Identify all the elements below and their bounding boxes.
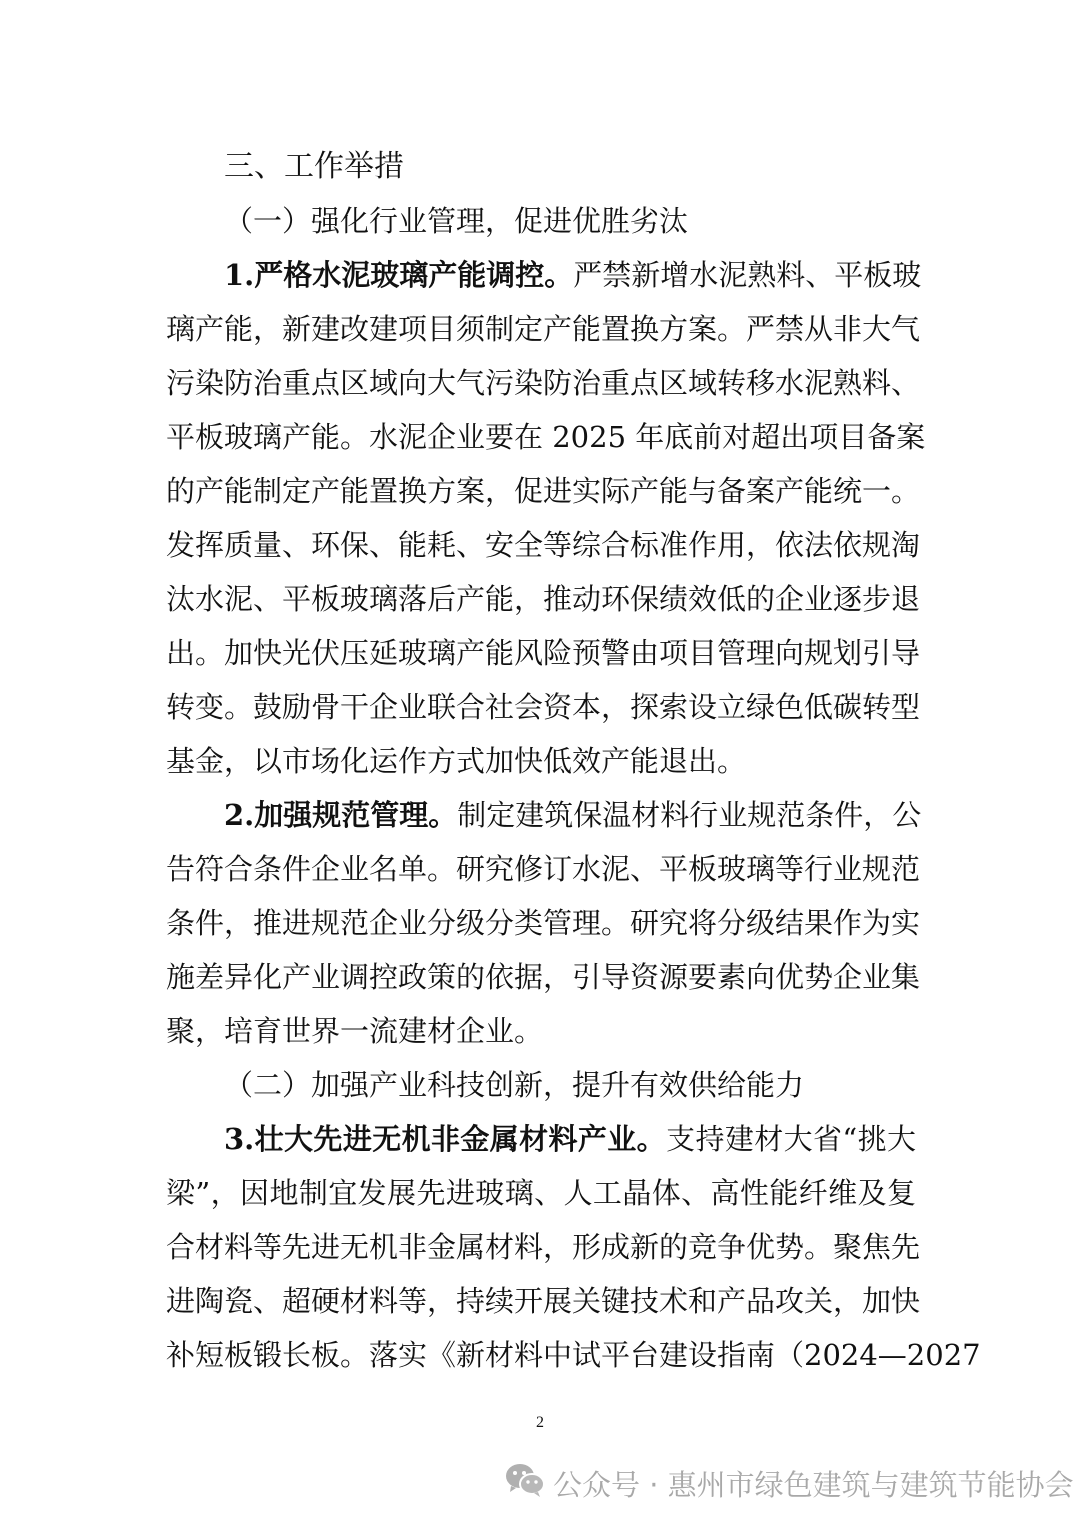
page-number: 2	[536, 1414, 544, 1431]
document-page	[166, 140, 981, 1382]
watermark-text: 公众号 · 惠州市绿色建筑与建筑节能协会	[553, 1468, 1074, 1502]
paragraph-first-line	[166, 248, 922, 302]
paragraph-line: 补短板锻长板。落实《新材料中试平台建设指南（2024—2027	[166, 1338, 981, 1372]
paragraph-line: 进陶瓷、超硬材料等，持续开展关键技术和产品攻关，加快	[166, 1284, 921, 1318]
subsection-heading-2: （二）加强产业科技创新，提升有效供给能力	[224, 1068, 805, 1102]
item-text: 支持建材大省“挑大	[666, 1122, 916, 1156]
paragraph-line: 梁”，因地制宜发展先进玻璃、人工晶体、高性能纤维及复	[166, 1176, 916, 1210]
paragraph-line: 转变。鼓励骨干企业联合社会资本，探索设立绿色低碳转型	[166, 690, 921, 724]
paragraph-line: 污染防治重点区域向大气污染防治重点区域转移水泥熟料、	[166, 366, 921, 400]
wechat-icon	[505, 1462, 553, 1505]
paragraph-line: 的产能制定产能置换方案，促进实际产能与备案产能统一。	[166, 474, 921, 508]
paragraph-line: 告符合条件企业名单。研究修订水泥、平板玻璃等行业规范	[166, 852, 921, 886]
section-title: 三、工作举措	[224, 149, 404, 184]
paragraph-line: 合材料等先进无机非金属材料，形成新的竞争优势。聚焦先	[166, 1230, 921, 1264]
paragraph-line: 出。加快光伏压延玻璃产能风险预警由项目管理向规划引导	[166, 636, 921, 670]
paragraph-first-line	[166, 1112, 916, 1166]
paragraph-item-2	[166, 788, 922, 1058]
item-text: 严禁新增水泥熟料、平板玻	[573, 258, 922, 292]
paragraph-line: 汰水泥、平板玻璃落后产能，推动环保绩效低的企业逐步退	[166, 582, 921, 616]
watermark	[505, 1462, 1074, 1505]
paragraph-line: 施差异化产业调控政策的依据，引导资源要素向优势企业集	[166, 960, 921, 994]
item-lead: 1.严格水泥玻璃产能调控。	[224, 258, 574, 292]
item-lead: 2.加强规范管理。	[224, 798, 458, 832]
paragraph-line: 条件，推进规范企业分级分类管理。研究将分级结果作为实	[166, 906, 921, 940]
paragraph-item-1	[166, 248, 926, 788]
subsection-heading-1: （一）强化行业管理，促进优胜劣汰	[224, 204, 689, 238]
paragraph-line: 璃产能，新建改建项目须制定产能置换方案。严禁从非大气	[166, 312, 921, 346]
paragraph-line: 发挥质量、环保、能耗、安全等综合标准作用，依法依规淘	[166, 528, 921, 562]
item-lead: 3.壮大先进无机非金属材料产业。	[224, 1122, 667, 1156]
item-text: 制定建筑保温材料行业规范条件，公	[457, 798, 922, 832]
paragraph-item-3	[166, 1112, 981, 1382]
paragraph-line: 平板玻璃产能。水泥企业要在 2025 年底前对超出项目备案	[166, 420, 926, 454]
paragraph-line: 基金，以市场化运作方式加快低效产能退出。	[166, 744, 747, 778]
paragraph-line: 聚，培育世界一流建材企业。	[166, 1014, 544, 1048]
paragraph-first-line	[166, 788, 922, 842]
